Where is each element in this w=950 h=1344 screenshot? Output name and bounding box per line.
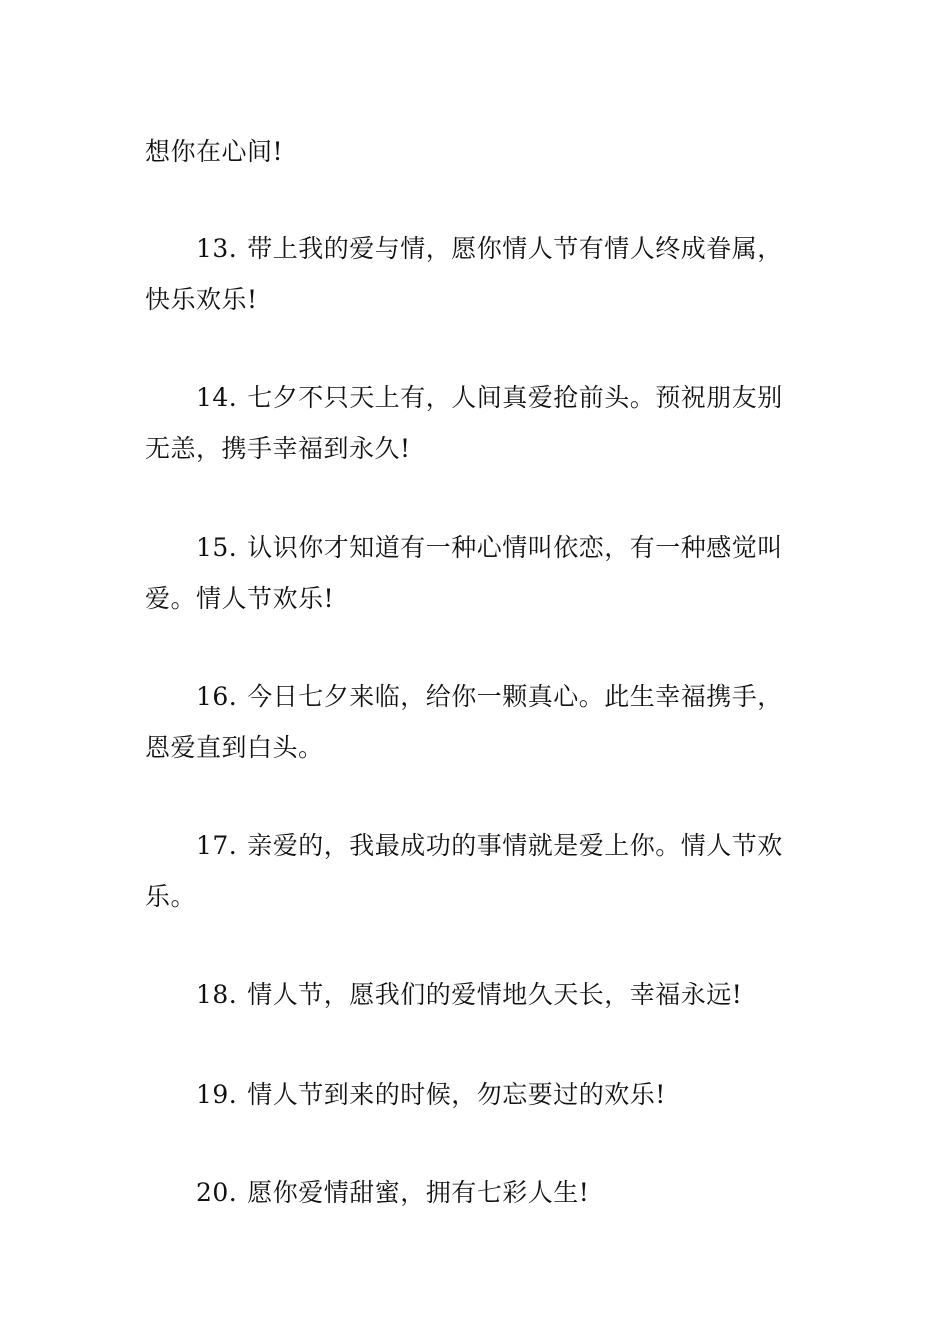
list-item-17-line-1 <box>196 830 783 862</box>
item-text: 愿你爱情甜蜜，拥有七彩人生! <box>247 1178 590 1207</box>
continuation-text: 想你在心间! <box>145 137 284 166</box>
list-item-15-line-1 <box>196 532 783 564</box>
item-text: 七夕不只天上有，人间真爱抢前头。预祝朋友别 <box>247 383 783 412</box>
item-number: 14. <box>196 383 238 412</box>
list-item-16-line-1 <box>196 681 783 713</box>
item-text: 认识你才知道有一种心情叫依恋，有一种感觉叫 <box>247 533 783 562</box>
item-number: 16. <box>196 682 238 711</box>
list-item-17-line-2: 乐。 <box>145 882 197 911</box>
list-item-14-line-1 <box>196 382 783 414</box>
item-number: 19. <box>196 1080 238 1109</box>
list-item-18 <box>196 979 742 1011</box>
item-text: 亲爱的，我最成功的事情就是爱上你。情人节欢 <box>247 831 783 860</box>
item-text: 带上我的爱与情，愿你情人节有情人终成眷属， <box>247 234 783 263</box>
item-number: 17. <box>196 831 238 860</box>
list-item-16-line-2: 恩爱直到白头。 <box>145 733 324 762</box>
item-number: 15. <box>196 533 238 562</box>
list-item-15-line-2: 爱。情人节欢乐! <box>145 584 335 613</box>
list-item-14-line-2: 无恙，携手幸福到永久! <box>145 434 411 463</box>
item-text: 情人节，愿我们的爱情地久天长，幸福永远! <box>247 980 743 1009</box>
item-number: 20. <box>196 1178 238 1207</box>
item-number: 18. <box>196 980 238 1009</box>
list-item-13-line-1 <box>196 233 783 265</box>
item-text: 今日七夕来临，给你一颗真心。此生幸福携手， <box>247 682 783 711</box>
list-item-19 <box>196 1079 666 1111</box>
list-item-20 <box>196 1177 589 1209</box>
item-text: 情人节到来的时候，勿忘要过的欢乐! <box>247 1080 666 1109</box>
list-item-13-line-2: 快乐欢乐! <box>145 285 258 314</box>
item-number: 13. <box>196 234 238 263</box>
